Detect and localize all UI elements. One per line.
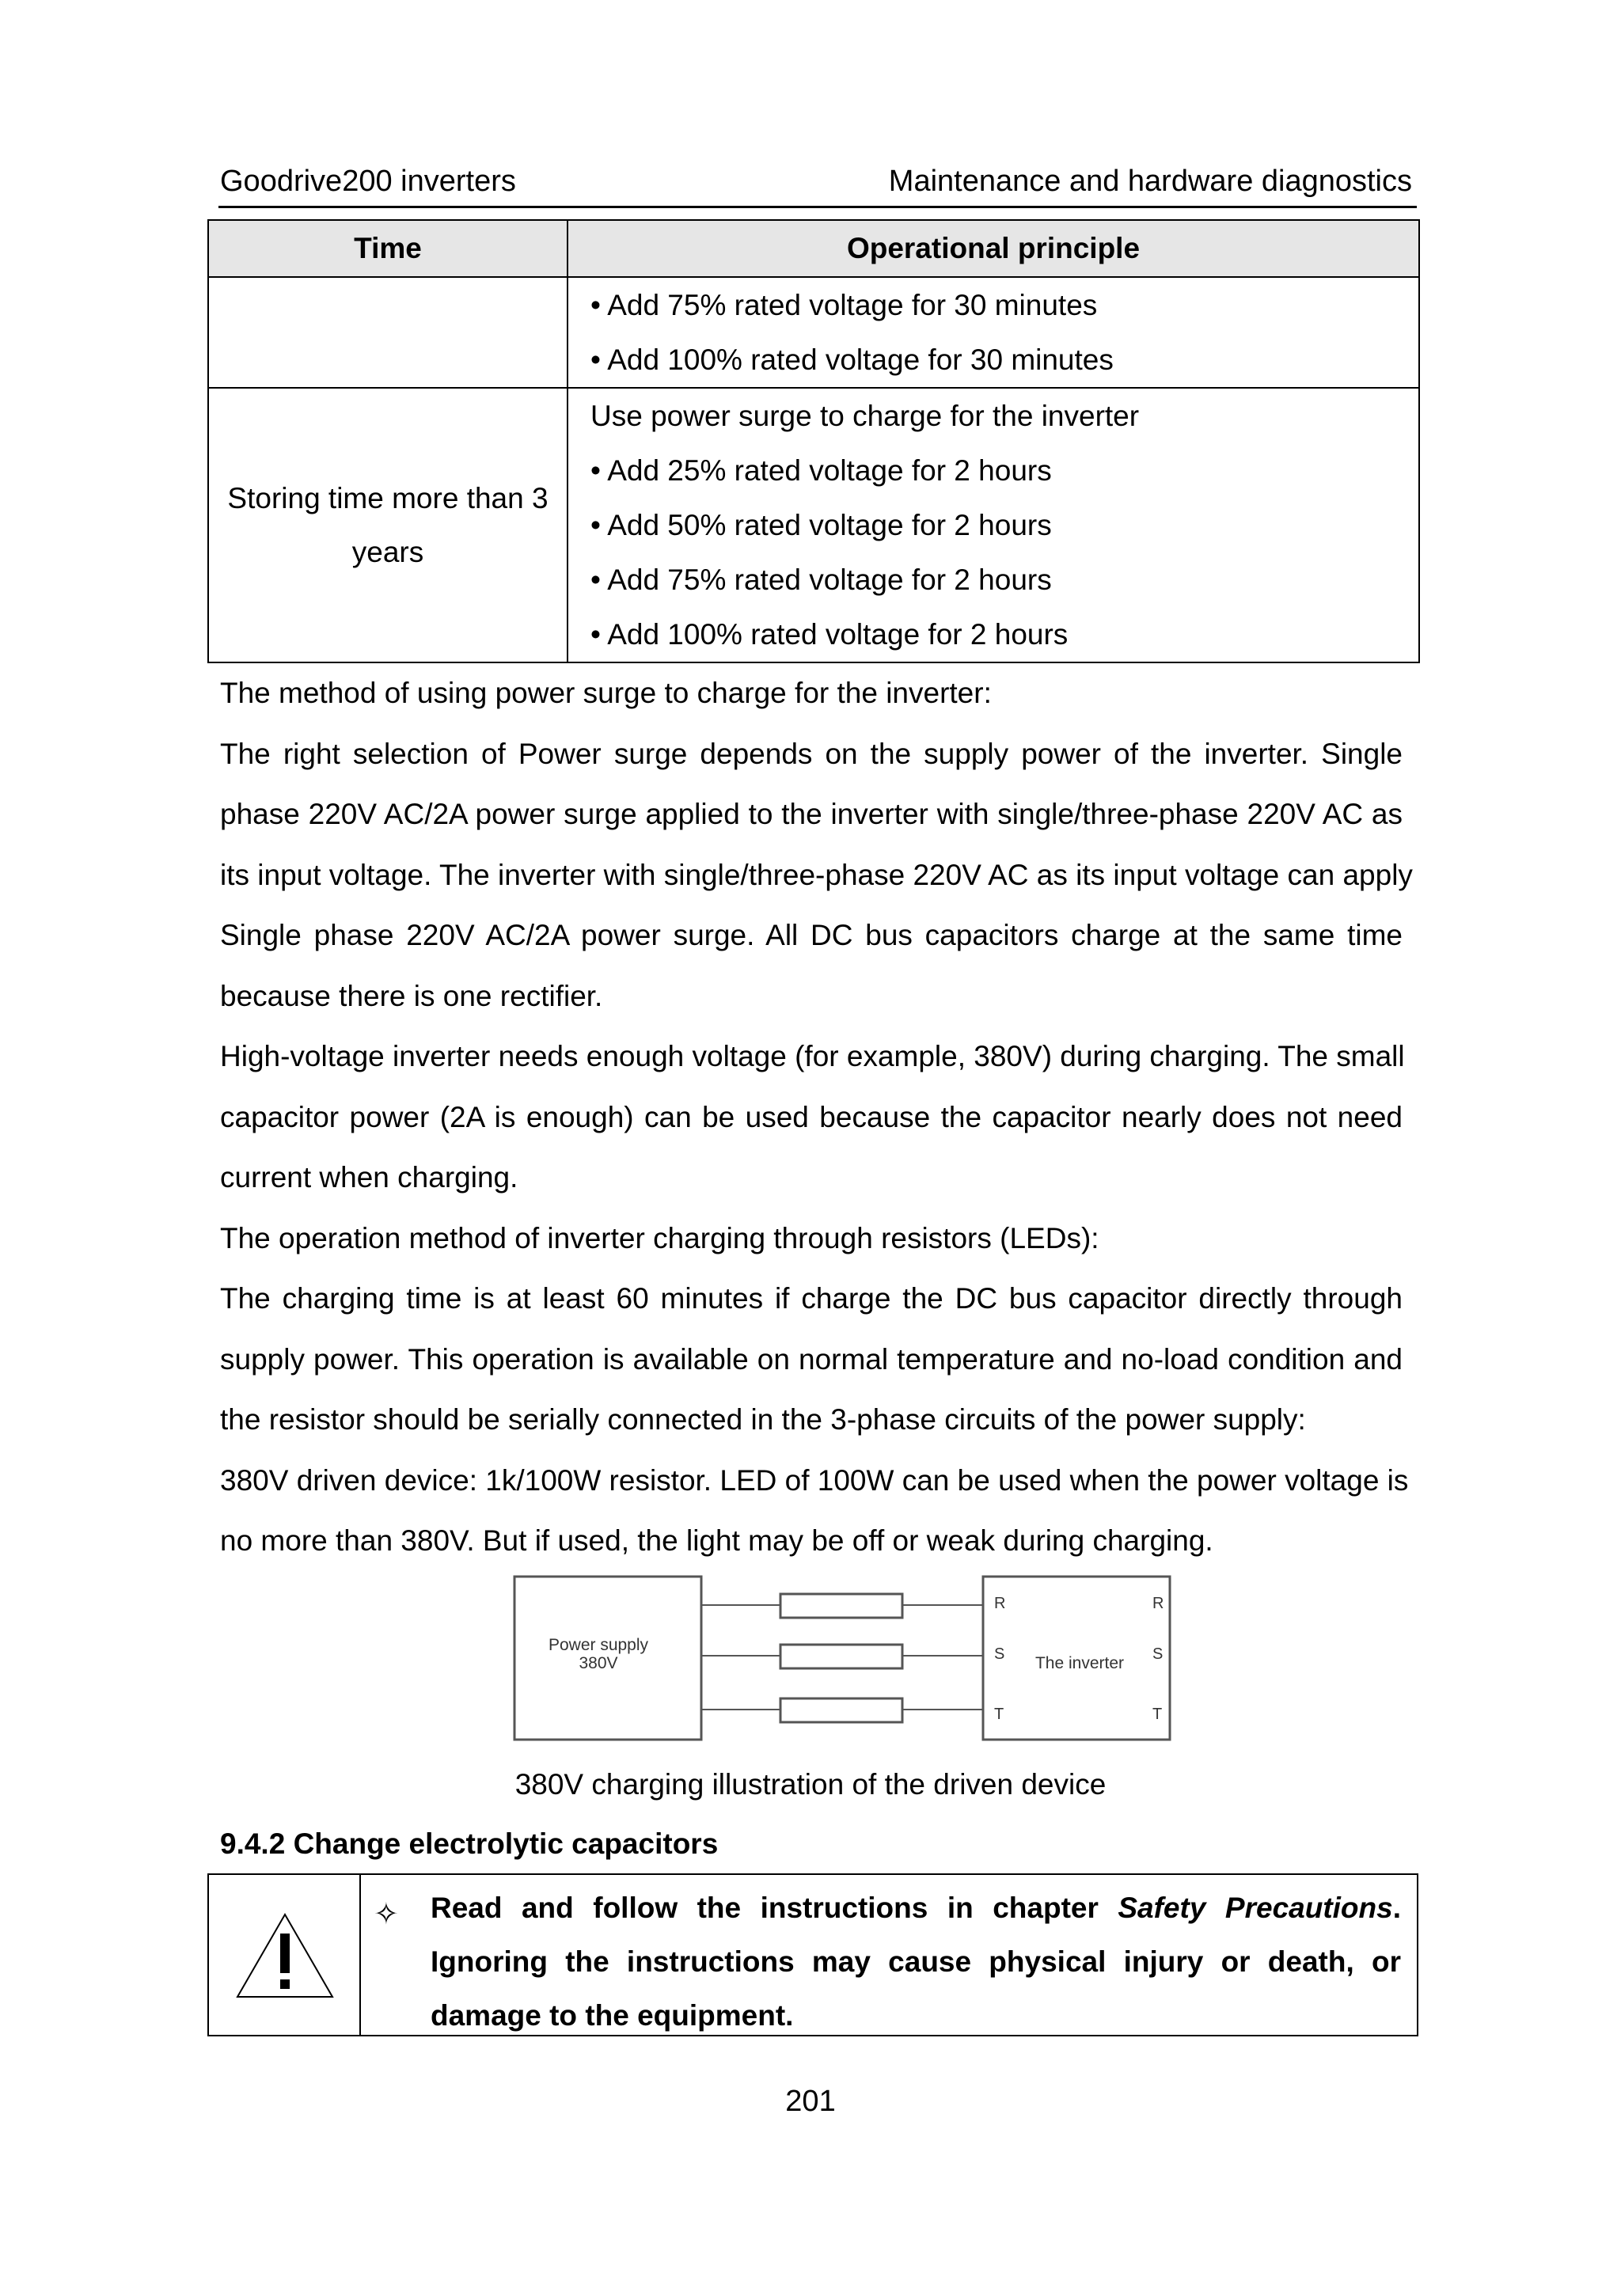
section-title: 9.4.2 Change electrolytic capacitors — [220, 1827, 719, 1860]
table-row — [208, 388, 1419, 662]
principle-cell — [568, 388, 1419, 662]
warning-line: Read and follow the instructions in chapter Safety Precautions. — [431, 1892, 1401, 1924]
terminal-r-out: R — [1152, 1595, 1164, 1612]
principle-line: • Add 50% rated voltage for 2 hours — [590, 509, 1052, 541]
text-line: The right selection of Power surge depends on the supply power of the inverter. Single — [220, 737, 1403, 770]
terminal-s-out: S — [1152, 1645, 1164, 1663]
warning-triangle-icon — [209, 1875, 361, 2035]
principle-line: • Add 100% rated voltage for 2 hours — [590, 618, 1069, 651]
text-line: capacitor power (2A is enough) can be used because the capacitor nearly does not need — [220, 1100, 1403, 1133]
time-cell — [208, 388, 568, 662]
table-header-row — [208, 220, 1419, 277]
chapter-reference: Safety Precautions — [1118, 1892, 1393, 1924]
warning-text — [431, 1875, 1401, 2043]
power-supply-label: Power supply — [548, 1636, 649, 1654]
text-line: current when charging. — [220, 1161, 518, 1194]
principle-line: • Add 75% rated voltage for 2 hours — [590, 564, 1052, 596]
text-line: 380V driven device: 1k/100W resistor. LED of 100W can be used when the power voltage is — [220, 1463, 1409, 1497]
terminal-t-out: T — [1152, 1706, 1163, 1723]
header-manual-title: Goodrive200 inverters — [220, 165, 516, 198]
warning-line: damage to the equipment. — [431, 1999, 794, 2032]
principle-line: • Add 25% rated voltage for 2 hours — [590, 454, 1052, 487]
warning-icon-cell — [209, 1875, 361, 2035]
time-line: years — [351, 535, 424, 568]
principle-cell — [568, 277, 1419, 388]
warning-line: Ignoring the instructions may cause physical injury or death, or — [431, 1945, 1401, 1978]
text-line: phase 220V AC/2A power surge applied to the inverter with single/three-phase 220V AC as — [220, 798, 1403, 830]
time-line: Storing time more than 3 — [227, 481, 549, 514]
col-time-header: Time — [208, 220, 568, 277]
text-line: The method of using power surge to charge for the inverter: — [220, 677, 992, 709]
col-principle-header: Operational principle — [568, 220, 1419, 277]
table-row — [208, 277, 1419, 388]
text-line: because there is one rectifier. — [220, 979, 603, 1012]
text-line: The operation method of inverter charging through resistors (LEDs): — [220, 1221, 1099, 1254]
time-cell — [208, 277, 568, 388]
principle-line: Use power surge to charge for the inverter — [590, 400, 1140, 432]
warning-box — [207, 1873, 1418, 2036]
page-header — [218, 161, 1417, 208]
terminal-r-in: R — [994, 1595, 1006, 1612]
text-line: its input voltage. The inverter with single/three-phase 220V AC as its input voltage can apply — [220, 858, 1413, 891]
charging-table — [207, 219, 1420, 663]
body-text — [220, 663, 1413, 1572]
text-line: The charging time is at least 60 minutes if charge the DC bus capacitor directly through — [220, 1282, 1403, 1315]
page-number: 201 — [785, 2085, 836, 2118]
text-line: no more than 380V. But if used, the light may be off or weak during charging. — [220, 1524, 1213, 1557]
text-line: the resistor should be serially connected in the 3-phase circuits of the power supply: — [220, 1403, 1306, 1436]
text-line: Single phase 220V AC/2A power surge. All DC bus capacitors charge at the same time — [220, 919, 1403, 951]
header-chapter-title: Maintenance and hardware diagnostics — [888, 165, 1412, 198]
inverter-label: The inverter — [1034, 1654, 1125, 1672]
charging-diagram — [513, 1575, 1171, 1744]
text-line: High-voltage inverter needs enough voltage (for example, 380V) during charging. The small — [220, 1040, 1405, 1072]
text-line: supply power. This operation is available on normal temperature and no-load condition and — [220, 1342, 1403, 1376]
terminal-t-in: T — [994, 1706, 1004, 1723]
resistor-t — [780, 1698, 902, 1722]
power-supply-voltage: 380V — [579, 1654, 618, 1672]
principle-line: • Add 75% rated voltage for 30 minutes — [590, 289, 1098, 321]
diamond-bullet-icon: ✧ — [374, 1898, 399, 1931]
terminal-s-in: S — [994, 1645, 1005, 1663]
resistor-s — [780, 1645, 902, 1668]
resistor-r — [780, 1594, 902, 1618]
figure-caption: 380V charging illustration of the driven device — [514, 1768, 1107, 1801]
principle-line: • Add 100% rated voltage for 30 minutes — [590, 343, 1114, 376]
